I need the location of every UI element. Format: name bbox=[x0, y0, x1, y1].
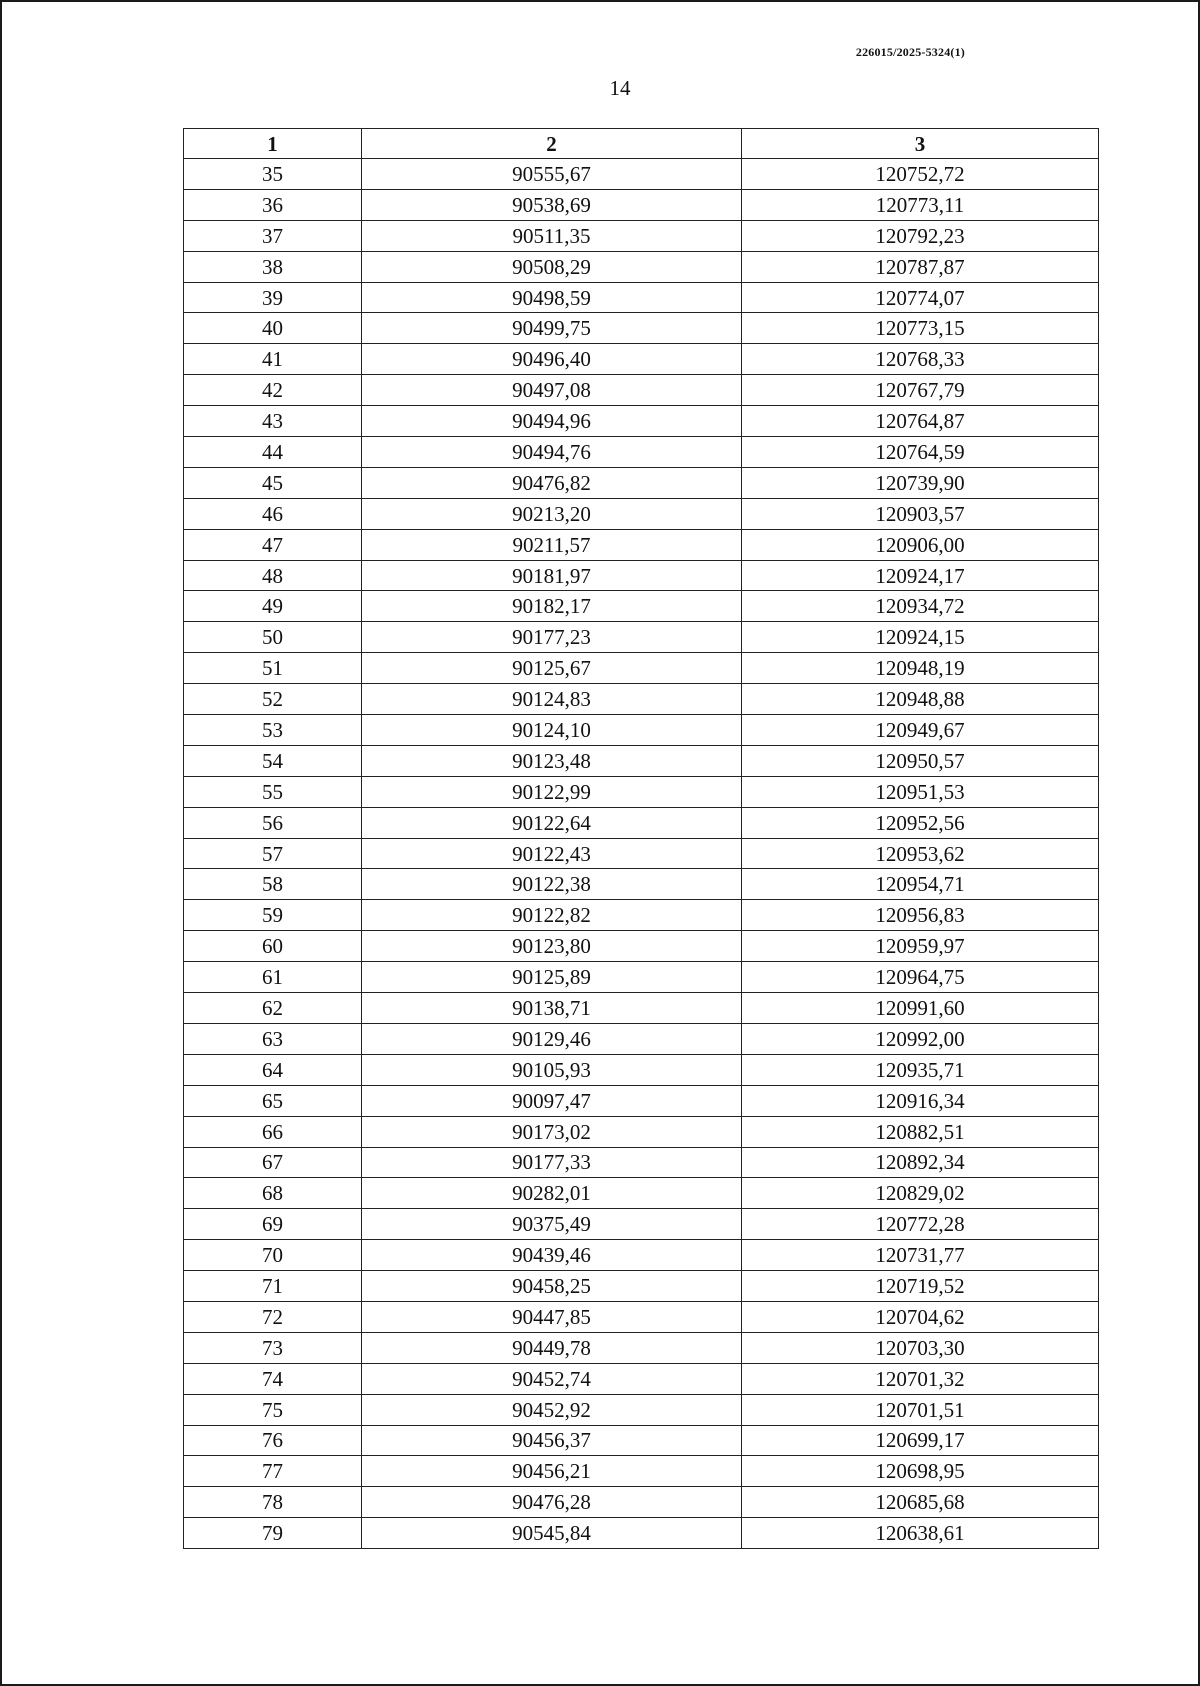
coordinate-x-cell: 90511,35 bbox=[362, 220, 742, 251]
point-number-cell: 44 bbox=[184, 437, 362, 468]
table-row bbox=[184, 313, 1099, 344]
coordinate-y-cell: 120773,15 bbox=[742, 313, 1099, 344]
column-header-3: 3 bbox=[742, 129, 1099, 159]
coordinate-y-cell: 120704,62 bbox=[742, 1301, 1099, 1332]
table-row bbox=[184, 962, 1099, 993]
coordinate-y-cell: 120698,95 bbox=[742, 1456, 1099, 1487]
table-row bbox=[184, 776, 1099, 807]
table-row bbox=[184, 684, 1099, 715]
coordinate-y-cell: 120685,68 bbox=[742, 1487, 1099, 1518]
coordinate-x-cell: 90545,84 bbox=[362, 1518, 742, 1549]
page-number: 14 bbox=[609, 76, 631, 100]
table-row bbox=[184, 993, 1099, 1024]
point-number-cell: 77 bbox=[184, 1456, 362, 1487]
table-row bbox=[184, 1147, 1099, 1178]
coordinate-y-cell: 120924,17 bbox=[742, 560, 1099, 591]
coordinate-x-cell: 90122,38 bbox=[362, 869, 742, 900]
coordinate-y-cell: 120701,32 bbox=[742, 1363, 1099, 1394]
point-number-cell: 54 bbox=[184, 745, 362, 776]
coordinate-x-cell: 90122,64 bbox=[362, 807, 742, 838]
coordinate-y-cell: 120906,00 bbox=[742, 529, 1099, 560]
coordinate-x-cell: 90456,21 bbox=[362, 1456, 742, 1487]
table-row bbox=[184, 1023, 1099, 1054]
point-number-cell: 59 bbox=[184, 900, 362, 931]
point-number-cell: 76 bbox=[184, 1425, 362, 1456]
coordinate-y-cell: 120991,60 bbox=[742, 993, 1099, 1024]
coordinate-y-cell: 120948,19 bbox=[742, 653, 1099, 684]
table-row bbox=[184, 189, 1099, 220]
point-number-cell: 75 bbox=[184, 1394, 362, 1425]
coordinate-y-cell: 120764,59 bbox=[742, 437, 1099, 468]
coordinate-x-cell: 90476,82 bbox=[362, 467, 742, 498]
coordinate-x-cell: 90123,80 bbox=[362, 931, 742, 962]
coordinate-x-cell: 90508,29 bbox=[362, 251, 742, 282]
coordinate-x-cell: 90173,02 bbox=[362, 1116, 742, 1147]
point-number-cell: 73 bbox=[184, 1332, 362, 1363]
coordinate-y-cell: 120768,33 bbox=[742, 344, 1099, 375]
coordinate-x-cell: 90494,76 bbox=[362, 437, 742, 468]
coordinate-x-cell: 90124,83 bbox=[362, 684, 742, 715]
point-number-cell: 64 bbox=[184, 1054, 362, 1085]
point-number-cell: 63 bbox=[184, 1023, 362, 1054]
table-row bbox=[184, 622, 1099, 653]
coordinate-x-cell: 90497,08 bbox=[362, 375, 742, 406]
coordinate-x-cell: 90123,48 bbox=[362, 745, 742, 776]
table-row bbox=[184, 375, 1099, 406]
coordinate-x-cell: 90177,23 bbox=[362, 622, 742, 653]
coordinate-y-cell: 120792,23 bbox=[742, 220, 1099, 251]
coordinate-x-cell: 90122,43 bbox=[362, 838, 742, 869]
point-number-cell: 39 bbox=[184, 282, 362, 313]
point-number-cell: 49 bbox=[184, 591, 362, 622]
coordinate-x-cell: 90496,40 bbox=[362, 344, 742, 375]
table-row bbox=[184, 1209, 1099, 1240]
point-number-cell: 70 bbox=[184, 1240, 362, 1271]
table-row bbox=[184, 1054, 1099, 1085]
point-number-cell: 47 bbox=[184, 529, 362, 560]
coordinate-y-cell: 120703,30 bbox=[742, 1332, 1099, 1363]
coordinate-x-cell: 90452,92 bbox=[362, 1394, 742, 1425]
coordinate-y-cell: 120949,67 bbox=[742, 715, 1099, 746]
coordinate-x-cell: 90182,17 bbox=[362, 591, 742, 622]
point-number-cell: 41 bbox=[184, 344, 362, 375]
table-row bbox=[184, 869, 1099, 900]
coordinate-x-cell: 90456,37 bbox=[362, 1425, 742, 1456]
point-number-cell: 79 bbox=[184, 1518, 362, 1549]
coordinate-y-cell: 120951,53 bbox=[742, 776, 1099, 807]
point-number-cell: 58 bbox=[184, 869, 362, 900]
table-row bbox=[184, 653, 1099, 684]
coordinate-x-cell: 90124,10 bbox=[362, 715, 742, 746]
coordinate-y-cell: 120956,83 bbox=[742, 900, 1099, 931]
coordinate-x-cell: 90211,57 bbox=[362, 529, 742, 560]
table-row bbox=[184, 1518, 1099, 1549]
point-number-cell: 68 bbox=[184, 1178, 362, 1209]
coordinate-y-cell: 120935,71 bbox=[742, 1054, 1099, 1085]
table-row bbox=[184, 838, 1099, 869]
table-row bbox=[184, 1116, 1099, 1147]
point-number-cell: 69 bbox=[184, 1209, 362, 1240]
coordinate-x-cell: 90476,28 bbox=[362, 1487, 742, 1518]
coordinate-x-cell: 90498,59 bbox=[362, 282, 742, 313]
point-number-cell: 45 bbox=[184, 467, 362, 498]
table-row bbox=[184, 282, 1099, 313]
point-number-cell: 38 bbox=[184, 251, 362, 282]
table-row bbox=[184, 591, 1099, 622]
point-number-cell: 35 bbox=[184, 159, 362, 190]
table-row bbox=[184, 1332, 1099, 1363]
table-row bbox=[184, 1363, 1099, 1394]
table-row bbox=[184, 560, 1099, 591]
point-number-cell: 43 bbox=[184, 406, 362, 437]
table-row bbox=[184, 931, 1099, 962]
table-row bbox=[184, 220, 1099, 251]
coordinate-y-cell: 120952,56 bbox=[742, 807, 1099, 838]
point-number-cell: 66 bbox=[184, 1116, 362, 1147]
coordinate-x-cell: 90129,46 bbox=[362, 1023, 742, 1054]
document-reference-number: 226015/2025-5324(1) bbox=[855, 45, 965, 59]
coordinate-x-cell: 90122,99 bbox=[362, 776, 742, 807]
coordinate-y-cell: 120953,62 bbox=[742, 838, 1099, 869]
coordinate-x-cell: 90138,71 bbox=[362, 993, 742, 1024]
coordinate-x-cell: 90555,67 bbox=[362, 159, 742, 190]
point-number-cell: 74 bbox=[184, 1363, 362, 1394]
coordinate-x-cell: 90375,49 bbox=[362, 1209, 742, 1240]
coordinate-x-cell: 90538,69 bbox=[362, 189, 742, 220]
coordinate-y-cell: 120699,17 bbox=[742, 1425, 1099, 1456]
coordinate-y-cell: 120739,90 bbox=[742, 467, 1099, 498]
point-number-cell: 37 bbox=[184, 220, 362, 251]
coordinate-y-cell: 120892,34 bbox=[742, 1147, 1099, 1178]
coordinate-x-cell: 90125,67 bbox=[362, 653, 742, 684]
coordinate-y-cell: 120752,72 bbox=[742, 159, 1099, 190]
point-number-cell: 55 bbox=[184, 776, 362, 807]
table-row bbox=[184, 406, 1099, 437]
point-number-cell: 53 bbox=[184, 715, 362, 746]
point-number-cell: 61 bbox=[184, 962, 362, 993]
coordinate-y-cell: 120773,11 bbox=[742, 189, 1099, 220]
table-row bbox=[184, 159, 1099, 190]
point-number-cell: 62 bbox=[184, 993, 362, 1024]
coordinate-x-cell: 90447,85 bbox=[362, 1301, 742, 1332]
table-row bbox=[184, 1271, 1099, 1302]
point-number-cell: 71 bbox=[184, 1271, 362, 1302]
point-number-cell: 51 bbox=[184, 653, 362, 684]
point-number-cell: 78 bbox=[184, 1487, 362, 1518]
point-number-cell: 50 bbox=[184, 622, 362, 653]
coordinate-y-cell: 120959,97 bbox=[742, 931, 1099, 962]
coordinate-x-cell: 90458,25 bbox=[362, 1271, 742, 1302]
coordinate-y-cell: 120934,72 bbox=[742, 591, 1099, 622]
coordinate-y-cell: 120829,02 bbox=[742, 1178, 1099, 1209]
table-row bbox=[184, 715, 1099, 746]
coordinate-y-cell: 120950,57 bbox=[742, 745, 1099, 776]
point-number-cell: 46 bbox=[184, 498, 362, 529]
coordinate-x-cell: 90439,46 bbox=[362, 1240, 742, 1271]
coordinate-y-cell: 120992,00 bbox=[742, 1023, 1099, 1054]
table-row bbox=[184, 745, 1099, 776]
point-number-cell: 57 bbox=[184, 838, 362, 869]
table-body bbox=[184, 159, 1099, 1549]
point-number-cell: 65 bbox=[184, 1085, 362, 1116]
coordinate-x-cell: 90499,75 bbox=[362, 313, 742, 344]
table-row bbox=[184, 1394, 1099, 1425]
point-number-cell: 56 bbox=[184, 807, 362, 838]
table-header-row bbox=[184, 129, 1099, 159]
coordinate-y-cell: 120903,57 bbox=[742, 498, 1099, 529]
point-number-cell: 36 bbox=[184, 189, 362, 220]
table-row bbox=[184, 1178, 1099, 1209]
point-number-cell: 52 bbox=[184, 684, 362, 715]
coordinate-x-cell: 90125,89 bbox=[362, 962, 742, 993]
table-row bbox=[184, 807, 1099, 838]
point-number-cell: 40 bbox=[184, 313, 362, 344]
table-row bbox=[184, 498, 1099, 529]
coordinate-y-cell: 120787,87 bbox=[742, 251, 1099, 282]
table-row bbox=[184, 1487, 1099, 1518]
coordinate-x-cell: 90213,20 bbox=[362, 498, 742, 529]
coordinate-y-cell: 120954,71 bbox=[742, 869, 1099, 900]
point-number-cell: 72 bbox=[184, 1301, 362, 1332]
column-header-1: 1 bbox=[184, 129, 362, 159]
coordinate-x-cell: 90449,78 bbox=[362, 1332, 742, 1363]
table-row bbox=[184, 1301, 1099, 1332]
coordinate-y-cell: 120916,34 bbox=[742, 1085, 1099, 1116]
coordinate-x-cell: 90282,01 bbox=[362, 1178, 742, 1209]
table-header bbox=[184, 129, 1099, 159]
coordinate-y-cell: 120924,15 bbox=[742, 622, 1099, 653]
point-number-cell: 67 bbox=[184, 1147, 362, 1178]
coordinate-y-cell: 120774,07 bbox=[742, 282, 1099, 313]
table-row bbox=[184, 251, 1099, 282]
coordinate-y-cell: 120767,79 bbox=[742, 375, 1099, 406]
coordinate-x-cell: 90181,97 bbox=[362, 560, 742, 591]
table-row bbox=[184, 1085, 1099, 1116]
point-number-cell: 60 bbox=[184, 931, 362, 962]
coordinate-y-cell: 120701,51 bbox=[742, 1394, 1099, 1425]
coordinate-y-cell: 120772,28 bbox=[742, 1209, 1099, 1240]
table-row bbox=[184, 1425, 1099, 1456]
coordinate-x-cell: 90452,74 bbox=[362, 1363, 742, 1394]
coordinate-y-cell: 120638,61 bbox=[742, 1518, 1099, 1549]
point-number-cell: 48 bbox=[184, 560, 362, 591]
coordinates-table bbox=[183, 128, 1099, 1549]
coordinate-y-cell: 120764,87 bbox=[742, 406, 1099, 437]
coordinate-x-cell: 90177,33 bbox=[362, 1147, 742, 1178]
coordinate-x-cell: 90494,96 bbox=[362, 406, 742, 437]
table-row bbox=[184, 1456, 1099, 1487]
coordinate-y-cell: 120719,52 bbox=[742, 1271, 1099, 1302]
coordinate-y-cell: 120948,88 bbox=[742, 684, 1099, 715]
table-row bbox=[184, 437, 1099, 468]
coordinate-y-cell: 120731,77 bbox=[742, 1240, 1099, 1271]
coordinate-x-cell: 90105,93 bbox=[362, 1054, 742, 1085]
coordinate-y-cell: 120882,51 bbox=[742, 1116, 1099, 1147]
coordinate-x-cell: 90122,82 bbox=[362, 900, 742, 931]
table-row bbox=[184, 1240, 1099, 1271]
table-row bbox=[184, 344, 1099, 375]
table-row bbox=[184, 900, 1099, 931]
table-row bbox=[184, 529, 1099, 560]
table-row bbox=[184, 467, 1099, 498]
coordinate-y-cell: 120964,75 bbox=[742, 962, 1099, 993]
column-header-2: 2 bbox=[362, 129, 742, 159]
point-number-cell: 42 bbox=[184, 375, 362, 406]
coordinate-x-cell: 90097,47 bbox=[362, 1085, 742, 1116]
